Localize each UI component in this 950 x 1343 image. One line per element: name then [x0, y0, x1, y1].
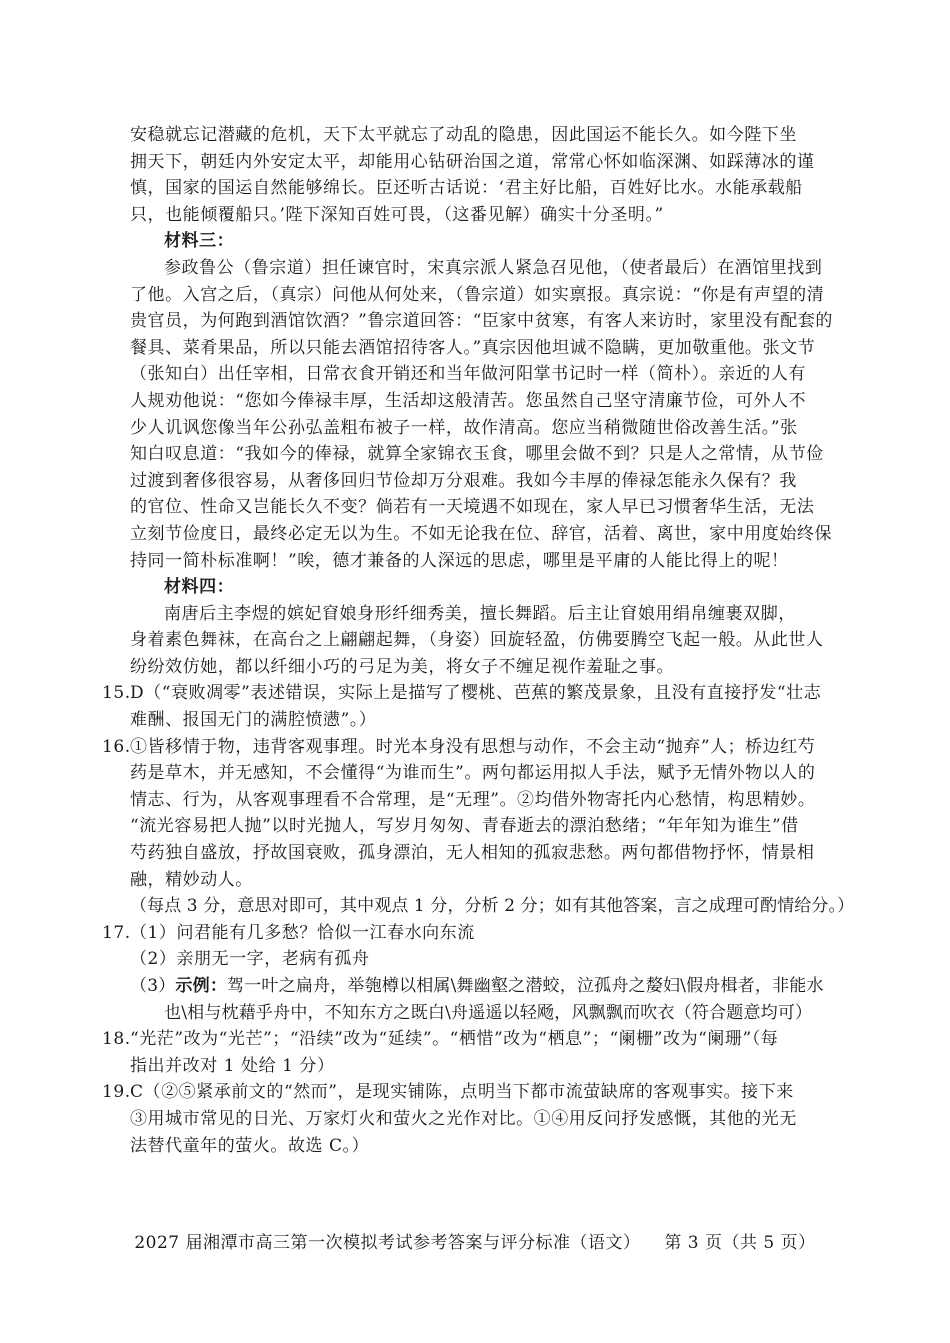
text-line: 法替代童年的萤火。故选 C。）	[130, 1135, 370, 1156]
text-line: 少人讥讽您像当年公孙弘盖粗布被子一样，故作清高。您应当稍微随世俗改善生活。”张	[130, 417, 798, 438]
text-line: 难酬、报国无门的满腔愤懑”。）	[130, 710, 377, 731]
answer-15	[102, 680, 845, 733]
text-line: 立刻节俭度日，最终必定无以为生。不如无论我在位、辞官，活着、离世，家中用度始终保	[130, 523, 832, 544]
text-line: （张知白）出任宰相，日常衣食开销还和当年做河阳掌书记时一样（简朴）。亲近的人有	[130, 364, 806, 385]
answer-text: C（②⑤紧承前文的“然而”，是现实铺陈，点明当下都市流萤缺席的客观事实。接下来	[130, 1082, 794, 1103]
question-number: 18.	[102, 1029, 131, 1050]
text-line	[102, 920, 845, 947]
answer-19	[102, 1079, 845, 1159]
text-line: 身着素色舞袜，在高台之上翩翩起舞，（身姿）回旋轻盈，仿佛要腾空飞起一般。从此世人	[130, 630, 824, 651]
question-number: 17.	[102, 922, 131, 943]
text-line: 安稳就忘记潜藏的危机，天下太平就忘了动乱的隐患，因此国运不能长久。如今陛下坐	[130, 125, 797, 145]
material-four-translation	[130, 601, 845, 681]
answer-17	[102, 920, 845, 1026]
answer-text: （1）问君能有几多愁？恰似一江春水向东流	[130, 922, 475, 943]
question-number: 15.	[102, 683, 131, 704]
footer-title: 2027 届湘潭市高三第一次模拟考试参考答案与评分标准（语文）	[134, 1233, 641, 1253]
text-line: ③用城市常见的日光、万家灯火和萤火之光作对比。①④用反问抒发感慨，其他的光无	[130, 1108, 797, 1129]
text-line: 知白叹息道：“我如今的俸禄，就算全家锦衣玉食，哪里会做不到？只是人之常情，从节俭	[130, 444, 824, 465]
material-four-heading: 材料四：	[164, 577, 235, 598]
text-line: 也\相与枕藉乎舟中，不知东方之既白\舟遥遥以轻飏，风飘飘而吹衣（符合题意均可）	[164, 1002, 813, 1023]
scoring-note: （每点 3 分，意思对即可，其中观点 1 分，分析 2 分；如有其他答案，言之成理可酌情给分。）	[130, 896, 855, 917]
text-line: 药是草木，并无感知，不会懂得“为谁而生”。两句都运用拟人手法，赋予无情外物以人的	[130, 763, 816, 784]
content-column	[102, 122, 855, 1159]
text-line: 南唐后主李煜的嫔妃窅娘身形纤细秀美，擅长舞蹈。后主让窅娘用绢帛缠裹双脚，	[164, 603, 796, 624]
answer-text: ①皆移情于物，违背客观事理。时光本身没有思想与动作，不会主动“抛弃”人；桥边红芍	[130, 736, 816, 757]
text-line: 指出并改对 1 处给 1 分）	[130, 1055, 335, 1076]
material-three-heading: 材料三：	[164, 231, 235, 252]
material-three-translation	[130, 255, 845, 574]
text-line: 的官位、性命又岂能长久不变？倘若有一天境遇不如现在，家人早已习惯奢华生活，无法	[130, 497, 815, 518]
answer-text: “光茫”改为“光芒”；“沿续”改为“延续”。“栖惜”改为“栖息”；“阑栅”改为“阑珊”（每	[130, 1029, 779, 1050]
text-line: 情志、行为，从客观事理看不合常理，是“无理”。②均借外物寄托内心愁情，构思精妙。	[130, 789, 816, 810]
text-line	[102, 1079, 845, 1106]
question-number: 16.	[102, 736, 131, 757]
text-line: 纷纷效仿她，都以纤细小巧的弓足为美，将女子不缠足视作羞耻之事。	[130, 656, 675, 677]
text-line: 融，精妙动人。	[130, 869, 253, 890]
text-line: 过渡到奢侈很容易，从奢侈回归节俭却万分艰难。我如今丰厚的俸禄怎能永久保有？我	[130, 470, 797, 491]
text-line: 贵官员，为何跑到酒馆饮酒？”鲁宗道回答：“臣家中贫寒，有客人来访时，家里没有配套的	[130, 311, 833, 332]
text-line: 了他。入宫之后，（真宗）问他从何处来，（鲁宗道）如实禀报。真宗说：“你是有声望的清	[130, 284, 825, 305]
question-number: 19.	[102, 1082, 131, 1103]
text-line	[102, 1026, 845, 1053]
answer-text: D（“衰败凋零”表述错误，实际上是描写了樱桃、芭蕉的繁茂景象，且没有直接抒发“壮志	[130, 683, 822, 704]
text-line: 只，也能倾覆船只。’陛下深知百姓可畏，（这番见解）确实十分圣明。”	[130, 204, 664, 225]
example-label: 示例：	[175, 976, 228, 996]
text-line: 参政鲁公（鲁宗道）担任谏官时，宋真宗派人紧急召见他，（使者最后）在酒馆里找到	[164, 257, 823, 278]
text-line	[130, 973, 845, 1000]
page-number: 第 3 页（共 5 页）	[664, 1233, 816, 1253]
text-line: 拥天下，朝廷内外安定太平，却能用心钻研治国之道，常常心怀如临深渊、如踩薄冰的谨	[130, 151, 815, 172]
answer-18	[102, 1026, 845, 1079]
text-line: 餐具、菜肴果品，所以只能去酒馆招待客人。”真宗因他坦诚不隐瞒，更加敬重他。张文节	[130, 337, 816, 358]
material-two-translation	[130, 122, 845, 228]
text-line: （2）亲朋无一字，老病有孤舟	[130, 949, 370, 970]
text-line: “流光容易把人抛”以时光抛人，写岁月匆匆、青春逝去的漂泊愁绪；“年年知为谁生”借	[130, 816, 799, 837]
text-line: 人规劝他说：“您如今俸禄丰厚，生活却这般清苦。您虽然自己坚守清廉节俭，可外人不	[130, 390, 807, 411]
text-line: 慎，国家的国运自然能够绵长。臣还听古话说：‘君主好比船，百姓好比水。水能承载船	[130, 178, 803, 199]
text-line	[102, 680, 845, 707]
text-line	[102, 734, 845, 761]
answer-16	[102, 734, 855, 920]
text-line: 持同一简朴标准啊！”唉，德才兼备的人深远的思虑，哪里是平庸的人能比得上的呢！	[130, 550, 789, 571]
page-footer	[0, 1228, 950, 1253]
answer-text: 驾一叶之扁舟，举匏樽以相属\舞幽壑之潜蛟，泣孤舟之嫠妇\假舟楫者，非能水	[227, 976, 824, 996]
text-line: 芍药独自盛放，抒故国衰败，孤身漂泊，无人相知的孤寂悲愁。两句都借物抒怀，情景相	[130, 843, 815, 864]
sub-number: （3）	[130, 976, 176, 996]
